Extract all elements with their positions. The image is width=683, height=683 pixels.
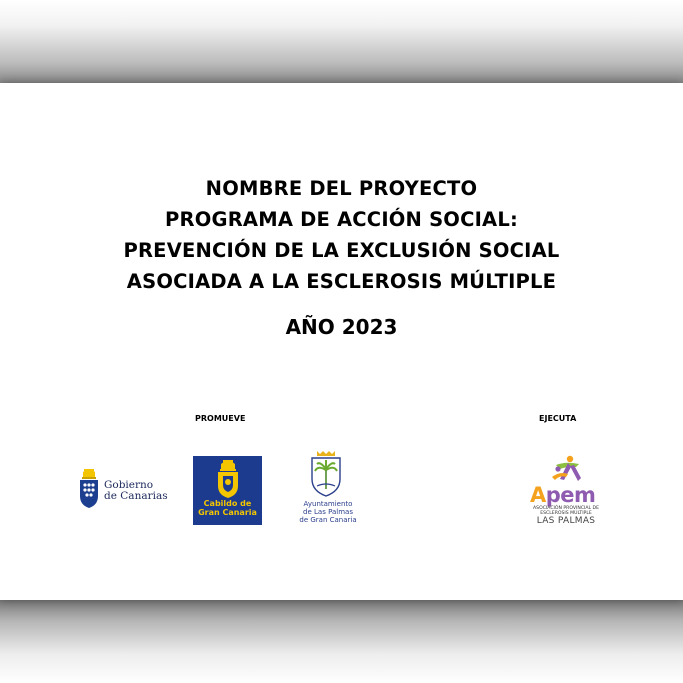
- gobierno-line1: Gobierno: [104, 479, 154, 491]
- cabildo-line2: Gran Canaria: [198, 508, 257, 517]
- document-sheet: [0, 83, 683, 600]
- top-shadow: [0, 0, 683, 83]
- ayuntamiento-line3: de Gran Canaria: [299, 516, 357, 524]
- ejecuta-label: EJECUTA: [539, 414, 577, 423]
- apem-subtitle-line2: ESCLEROSIS MÚLTIPLE: [540, 511, 592, 516]
- title-line-1: NOMBRE DEL PROYECTO: [205, 177, 478, 200]
- apem-letters-rest: pem: [545, 483, 596, 507]
- title-line-3: PREVENCIÓN DE LA EXCLUSIÓN SOCIAL: [123, 239, 560, 262]
- cabildo-gran-canaria-logo: [193, 456, 262, 525]
- ayuntamiento-las-palmas-logo: [296, 449, 360, 531]
- ayuntamiento-text: [296, 500, 360, 524]
- project-title: [0, 173, 683, 297]
- coat-of-arms-icon: [78, 468, 100, 510]
- palm-tree-shield-icon: [308, 449, 344, 497]
- gobierno-line2: de Canarias: [104, 490, 168, 502]
- cabildo-line1: Cabildo de: [203, 499, 252, 508]
- promueve-label: PROMUEVE: [195, 414, 246, 423]
- apem-letter-a: A: [530, 483, 546, 507]
- ayuntamiento-line1: Ayuntamiento: [303, 500, 353, 508]
- apem-wordmark: [530, 484, 604, 506]
- gobierno-canarias-logo: [78, 468, 170, 514]
- project-year: AÑO 2023: [285, 315, 398, 339]
- cabildo-emblem-icon: [212, 459, 244, 499]
- ayuntamiento-line2: de Las Palmas: [303, 508, 353, 516]
- bottom-shadow: [0, 600, 683, 683]
- title-line-2: PROGRAMA DE ACCIÓN SOCIAL:: [165, 208, 518, 231]
- apem-city: LAS PALMAS: [536, 516, 596, 526]
- apem-subtitle: [526, 506, 606, 516]
- title-line-4: ASOCIADA A LA ESCLEROSIS MÚLTIPLE: [126, 270, 557, 293]
- apem-subtitle-line1: ASOCIACIÓN PROVINCIAL DE: [533, 506, 599, 511]
- cabildo-text: [193, 499, 262, 517]
- apem-logo: [522, 455, 608, 530]
- gobierno-canarias-text: [104, 480, 168, 502]
